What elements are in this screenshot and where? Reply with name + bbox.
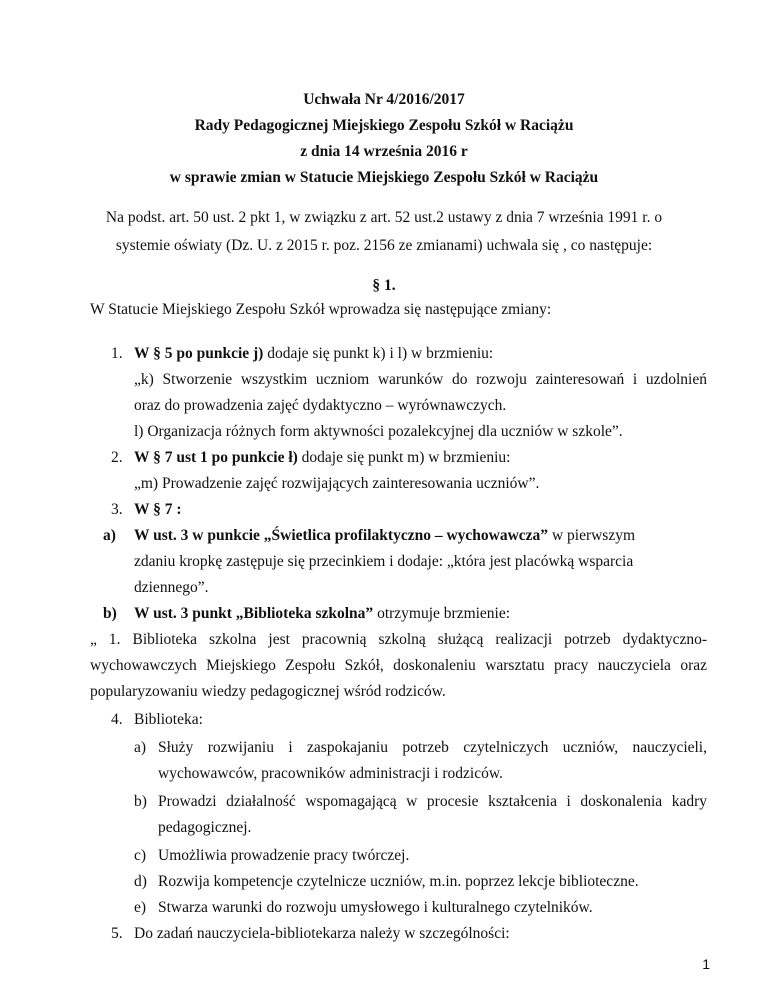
quote-line: oraz do prowadzenia zajęć dydaktyczno – wyrównawczych. xyxy=(134,397,507,414)
library-paragraph-line: popularyzowaniu wiedzy pedagogicznej wśród rodziców. xyxy=(90,683,446,700)
list-item-number: 4. xyxy=(111,711,123,728)
section-intro: W Statucie Miejskiego Zespołu Szkół wprowadza się następujące zmiany: xyxy=(90,301,552,318)
sub-item-text: Prowadzi działalność wspomagającą w procesie kształcenia i doskonalenia kadry xyxy=(158,793,707,810)
library-paragraph-line: „ 1. Biblioteka szkolna jest pracownią szkolną służącą realizacji potrzeb dydaktyczno- xyxy=(90,631,707,648)
sub-item-label: a) xyxy=(134,739,147,756)
sub-item-label: a) xyxy=(103,527,116,544)
item-bold-text: W § 7 : xyxy=(134,501,182,518)
sub-item-text: Służy rozwijaniu i zaspokajaniu potrzeb czytelniczych uczniów, nauczycieli, xyxy=(158,739,707,756)
sub-item-text: zdaniu kropkę zastępuje się przecinkiem i dodaje: „która jest placówką wsparcia xyxy=(134,553,634,570)
section-heading: § 1. xyxy=(372,277,396,294)
preamble-line-1: Na podst. art. 50 ust. 2 pkt 1, w związku z art. 52 ust.2 ustawy z dnia 7 września 1991 r. o xyxy=(105,209,663,226)
resolution-date: z dnia 14 września 2016 r xyxy=(300,143,468,160)
item-text: w pierwszym xyxy=(548,527,636,544)
list-item-text: Biblioteka: xyxy=(134,711,203,728)
sub-item-label: b) xyxy=(134,793,147,810)
sub-item-text: Stwarza warunki do rozwoju umysłowego i kulturalnego czytelników. xyxy=(158,899,593,916)
quote-line: l) Organizacja różnych form aktywności pozalekcyjnej dla uczniów w szkole”. xyxy=(134,423,623,440)
quote-line: „m) Prowadzenie zajęć rozwijających zainteresowania uczniów”. xyxy=(134,475,540,492)
item-text: otrzymuje brzmienie: xyxy=(373,605,511,622)
item-bold-text: W ust. 3 punkt „Biblioteka szkolna” xyxy=(134,605,374,622)
sub-item-text: wychowawców, pracowników administracji i rodziców. xyxy=(158,765,503,782)
sub-item-text: Umożliwia prowadzenie pracy twórczej. xyxy=(158,847,410,864)
resolution-subject: w sprawie zmian w Statucie Miejskiego Zespołu Szkół w Raciążu xyxy=(169,169,599,186)
list-item-number: 2. xyxy=(111,449,123,466)
sub-item-text: pedagogicznej. xyxy=(158,819,252,836)
list-item-number: 5. xyxy=(111,925,123,942)
item-bold-text: W § 7 ust 1 po punkcie ł) xyxy=(134,449,298,466)
sub-item-label: c) xyxy=(134,847,147,864)
list-item-number: 1. xyxy=(111,345,123,362)
item-bold-text: W § 5 po punkcie j) xyxy=(134,345,264,362)
sub-item-label: e) xyxy=(134,899,147,916)
sub-item-text: Rozwija kompetencje czytelnicze uczniów, m.in. poprzez lekcje biblioteczne. xyxy=(158,873,639,890)
sub-item-label: d) xyxy=(134,873,147,890)
list-item-number: 3. xyxy=(111,501,123,518)
list-item-text: Do zadań nauczyciela-bibliotekarza należy w szczególności: xyxy=(134,925,510,942)
sub-item-label: b) xyxy=(103,605,117,622)
resolution-body: Rady Pedagogicznej Miejskiego Zespołu Szkół w Raciążu xyxy=(194,117,574,134)
item-text: dodaje się punkt m) w brzmieniu: xyxy=(297,449,511,466)
sub-item-text: dziennego”. xyxy=(134,579,209,596)
library-paragraph-line: wychowawczych Miejskiego Zespołu Szkół, doskonaleniu warsztatu pracy nauczyciela oraz xyxy=(90,657,707,674)
item-bold-text: W ust. 3 w punkcie „Świetlica profilaktyczno – wychowawcza” xyxy=(134,527,549,544)
item-text: dodaje się punkt k) i l) w brzmieniu: xyxy=(263,345,494,362)
quote-line: „k) Stworzenie wszystkim uczniom warunków do rozwoju zainteresowań i uzdolnień xyxy=(134,371,707,388)
preamble-line-2: systemie oświaty (Dz. U. z 2015 r. poz. 2156 ze zmianami) uchwala się , co następuje: xyxy=(115,237,653,254)
resolution-title: Uchwała Nr 4/2016/2017 xyxy=(303,91,465,108)
page-number: 1 xyxy=(702,956,710,972)
